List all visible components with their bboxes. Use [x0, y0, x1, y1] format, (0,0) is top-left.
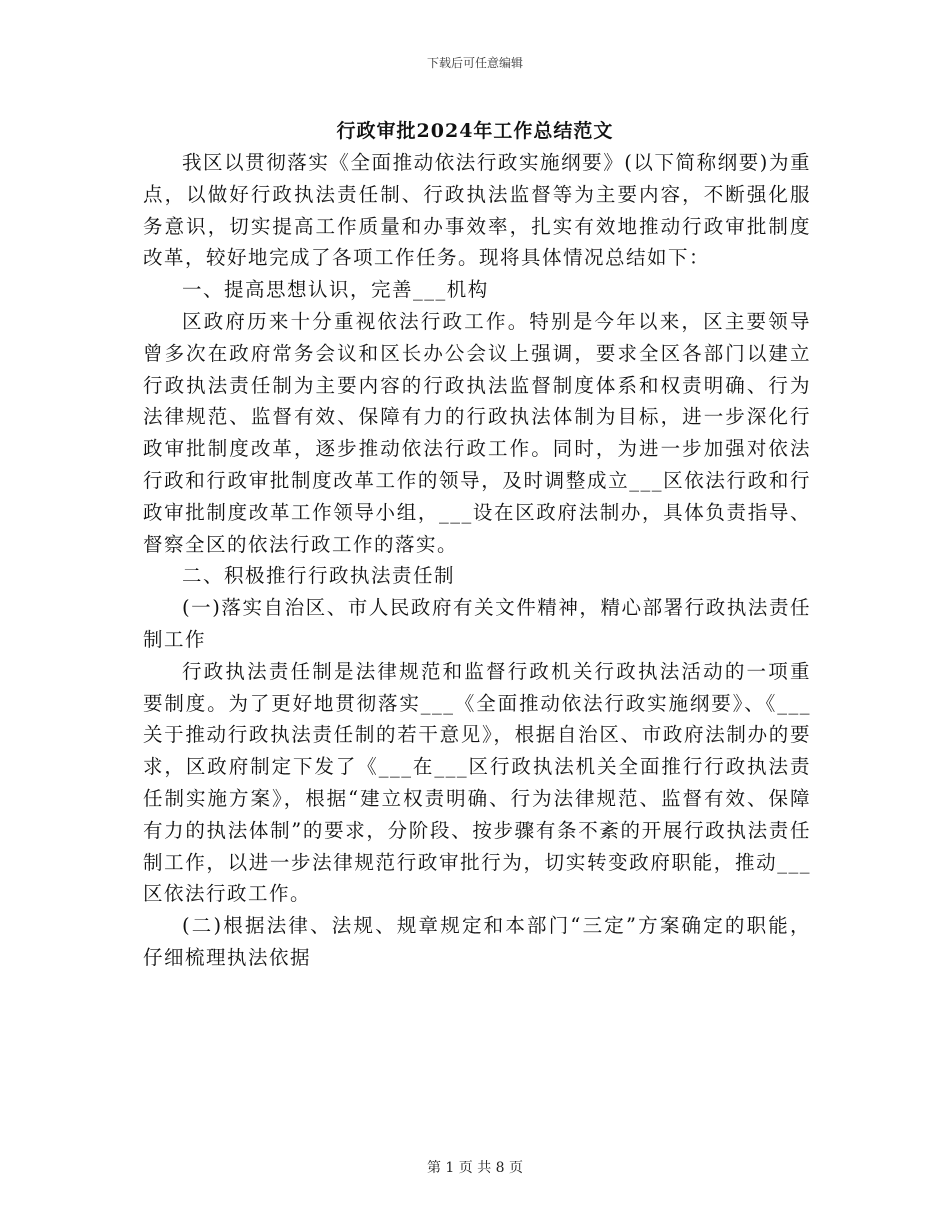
paragraph-section-1: 区政府历来十分重视依法行政工作。特别是今年以来，区主要领导曾多次在政府常务会议和区长办公会议上强调，要求全区各部门以建立行政执法责任制为主要内容的行政执法监督制度体系和权责明确、行为法律规范、监督有效、保障有力的行政执法体制为目标，进一步深化行政审批制度改革，逐步推动依法行政工作。同时，为进一步加强对依法行政和行政审批制度改革工作的领导，及时调整成立___区依法行政和行政审批制度改革工作领导小组，___设在区政府法制办，具体负责指导、督察全区的依法行政工作的落实。 — [143, 309, 811, 556]
paragraph-intro: 我区以贯彻落实《全面推动依法行政实施纲要》(以下简称纲要)为重点，以做好行政执法责任制、行政执法监督等为主要内容，不断强化服务意识，切实提高工作质量和办事效率，扎实有效地推动行政审批制度改革，较好地完成了各项工作任务。现将具体情况总结如下： — [143, 151, 811, 270]
section-heading-2: 二、积极推行行政执法责任制 — [182, 564, 456, 588]
paragraph-subsection-2-1: 行政执法责任制是法律规范和监督行政机关行政执法活动的一项重要制度。为了更好地贯彻落实___《全面推动依法行政实施纲要》、《___关于推动行政执法责任制的若干意见》，根据自治区、市政府法制办的要求，区政府制定下发了《___在___区行政执法机关全面推行行政执法责任制实施方案》，根据“建立权责明确、行为法律规范、监督有效、保障有力的执法体制”的要求，分阶段、按步骤有条不紊的开展行政执法责任制工作，以进一步法律规范行政审批行为，切实转变政府职能，推动___区依法行政工作。 — [143, 659, 811, 906]
subsection-heading-2-2: (二)根据法律、法规、规章规定和本部门“三定”方案确定的职能，仔细梳理执法依据 — [143, 914, 811, 969]
section-heading-1: 一、提高思想认识，完善___机构 — [182, 278, 489, 302]
document-body — [143, 147, 811, 974]
header-note: 下载后可任意编辑 — [426, 56, 523, 70]
document-title: 行政审批2024年工作总结范文 — [336, 120, 614, 142]
page-number: 第 1 页 共 8 页 — [426, 1160, 524, 1176]
subsection-heading-2-1: (一)落实自治区、市人民政府有关文件精神，精心部署行政执法责任制工作 — [143, 596, 811, 651]
